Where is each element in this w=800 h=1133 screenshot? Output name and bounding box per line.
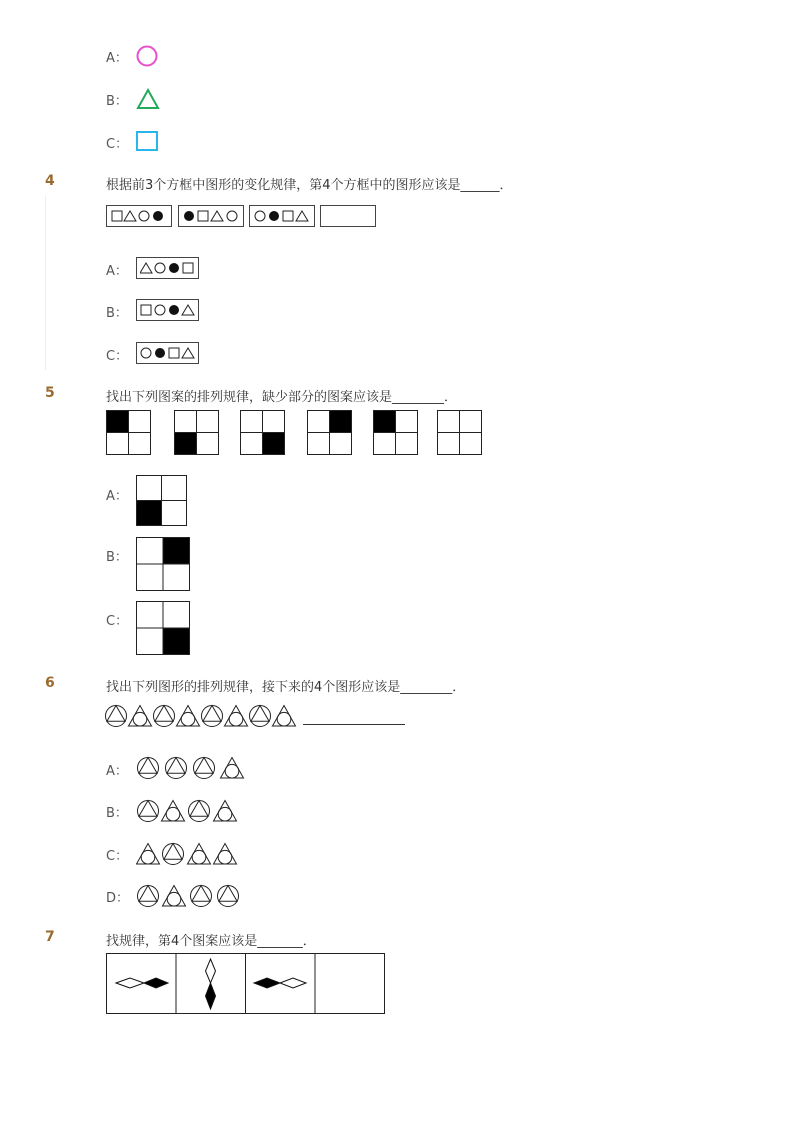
question-text: 找规律，第4个图案应该是_______． xyxy=(106,934,316,949)
pattern-grid-2 xyxy=(174,410,219,455)
q6-option-c-label: C： xyxy=(106,849,129,864)
q4-option-c-figure[interactable] xyxy=(136,342,199,364)
pattern-grid-1 xyxy=(106,410,151,455)
q6-option-a-label: A： xyxy=(106,764,128,779)
q6-option-b-label: B： xyxy=(106,806,128,821)
q4-option-c-label: C： xyxy=(106,349,129,364)
question-number: 6 xyxy=(45,675,55,691)
q6-option-b-figure[interactable] xyxy=(136,798,240,824)
sequence-frame-2 xyxy=(178,205,244,227)
pattern-grid-4 xyxy=(307,410,352,455)
question-number: 4 xyxy=(45,173,55,189)
q5-option-a-label: A： xyxy=(106,489,128,504)
sequence-frame-1 xyxy=(106,205,172,227)
left-rule xyxy=(45,195,46,370)
sequence-frame-3 xyxy=(249,205,315,227)
square-icon[interactable] xyxy=(136,131,158,151)
q5-option-b-figure[interactable] xyxy=(136,537,191,592)
q5-option-c-figure[interactable] xyxy=(136,601,191,656)
q7-pattern-strip xyxy=(106,953,386,1015)
q6-option-d-figure[interactable] xyxy=(136,883,244,909)
q6-sequence xyxy=(104,704,300,728)
q5-option-a-figure[interactable] xyxy=(136,475,188,527)
q4-option-a-figure[interactable] xyxy=(136,257,199,279)
q3-option-b-label: B： xyxy=(106,94,128,109)
question-text: 根据前3个方框中图形的变化规律，第4个方框中的图形应该是______． xyxy=(106,178,513,193)
q5-option-c-label: C： xyxy=(106,614,129,629)
pattern-grid-3 xyxy=(240,410,285,455)
q6-option-a-figure[interactable] xyxy=(136,755,248,781)
sequence-frame-blank xyxy=(320,205,376,227)
question-number: 5 xyxy=(45,385,55,401)
circle-icon[interactable] xyxy=(136,45,158,67)
pattern-grid-5 xyxy=(373,410,418,455)
q6-option-d-label: D： xyxy=(106,891,130,906)
q4-option-b-label: B： xyxy=(106,306,128,321)
q4-option-a-label: A： xyxy=(106,264,128,279)
q3-option-a-label: A： xyxy=(106,51,128,66)
q3-option-c-label: C： xyxy=(106,137,129,152)
q5-option-b-label: B： xyxy=(106,550,128,565)
pattern-grid-blank xyxy=(437,410,482,455)
question-number: 7 xyxy=(45,929,55,945)
triangle-icon[interactable] xyxy=(136,88,160,110)
q4-option-b-figure[interactable] xyxy=(136,299,199,321)
answer-blank-line[interactable] xyxy=(303,724,405,725)
question-text: 找出下列图形的排列规律，接下来的4个图形应该是________． xyxy=(106,680,466,695)
q6-option-c-figure[interactable] xyxy=(136,841,240,867)
question-text: 找出下列图案的排列规律，缺少部分的图案应该是________． xyxy=(106,390,458,405)
